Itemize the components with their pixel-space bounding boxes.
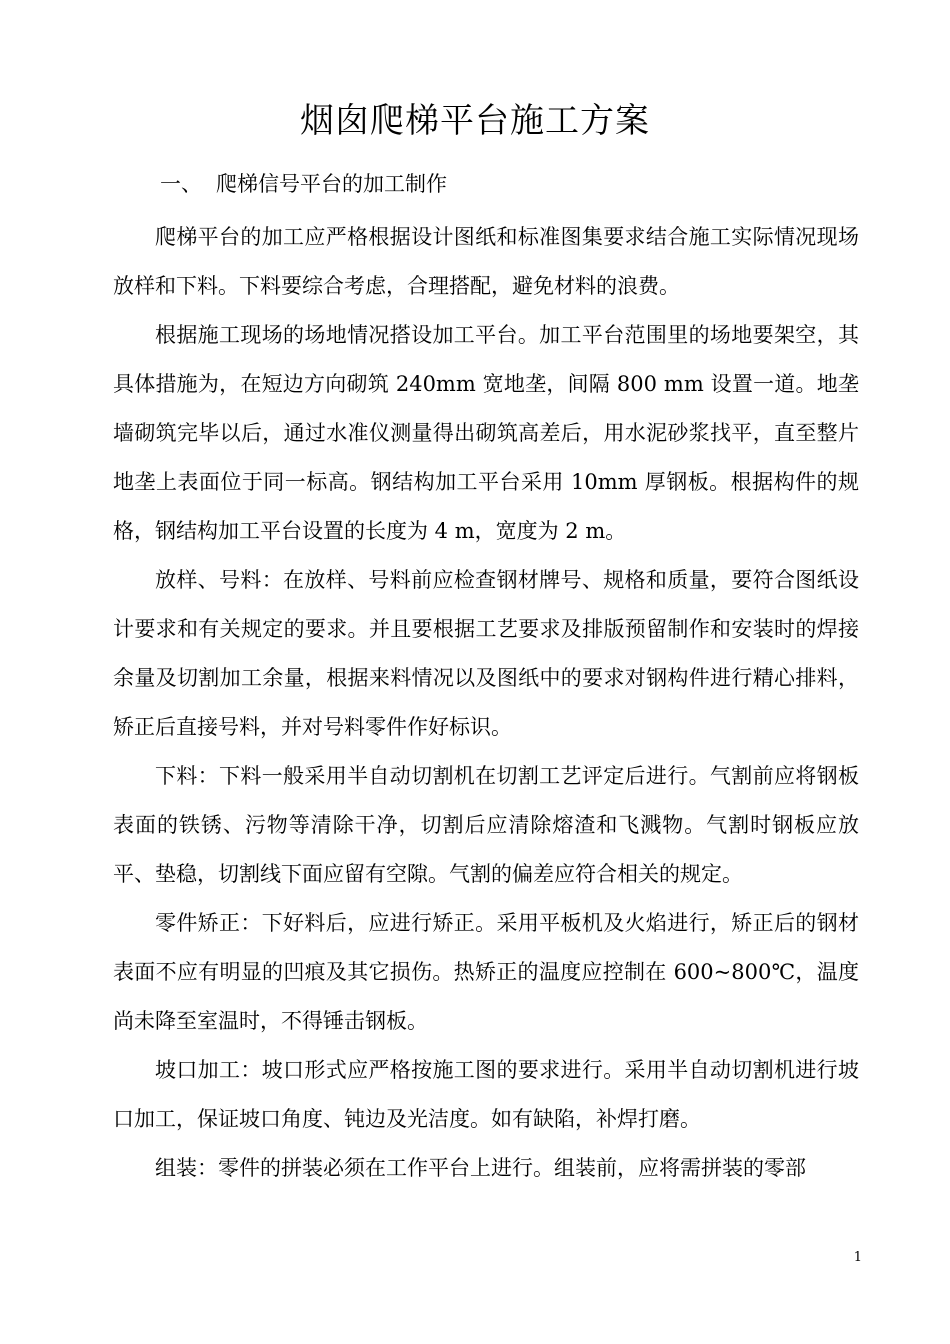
section-title: 爬梯信号平台的加工制作 — [216, 172, 447, 196]
paragraph: 爬梯平台的加工应严格根据设计图纸和标准图集要求结合施工实际情况现场放样和下料。下料要综合考虑，合理搭配，避免材料的浪费。 — [113, 225, 859, 298]
paragraph: 下料：下料一般采用半自动切割机在切割工艺评定后进行。气割前应将钢板表面的铁锈、污物等清除干净，切割后应清除熔渣和飞溅物。气割时钢板应放平、垫稳，切割线下面应留有空隙。气割的偏差应符合相关的规定。 — [113, 764, 859, 886]
section-heading — [160, 166, 447, 202]
body-text — [113, 213, 859, 1193]
page-number: 1 — [853, 1250, 862, 1265]
document-title: 烟囱爬梯平台施工方案 — [300, 101, 650, 141]
section-number: 一、 — [160, 172, 202, 196]
paragraph: 放样、号料：在放样、号料前应检查钢材牌号、规格和质量，要符合图纸设计要求和有关规定的要求。并且要根据工艺要求及排版预留制作和安装时的焊接余量及切割加工余量，根据来料情况以及图纸中的要求对钢构件进行精心排料，矫正后直接号料，并对号料零件作好标识。 — [113, 568, 859, 739]
paragraph: 零件矫正：下好料后，应进行矫正。采用平板机及火焰进行，矫正后的钢材表面不应有明显的凹痕及其它损伤。热矫正的温度应控制在 600~800℃，温度尚未降至室温时，不得锤击钢板。 — [113, 911, 859, 1033]
paragraph: 坡口加工：坡口形式应严格按施工图的要求进行。采用半自动切割机进行坡口加工，保证坡口角度、钝边及光洁度。如有缺陷，补焊打磨。 — [113, 1058, 859, 1131]
paragraph: 组装：零件的拼装必须在工作平台上进行。组装前，应将需拼装的零部 — [155, 1156, 806, 1180]
paragraph: 根据施工现场的场地情况搭设加工平台。加工平台范围里的场地要架空，其具体措施为，在短边方向砌筑 240mm 宽地垄，间隔 800 mm 设置一道。地垄墙砌筑完毕以后，通过水准仪测量得出砌筑高差后，用水泥砂浆找平，直至整片地垄上表面位于同一标高。钢结构加工平台采用 10mm 厚钢板。根据构件的规格，钢结构加工平台设置的长度为 4 m，宽度为 2 m。 — [113, 323, 859, 543]
